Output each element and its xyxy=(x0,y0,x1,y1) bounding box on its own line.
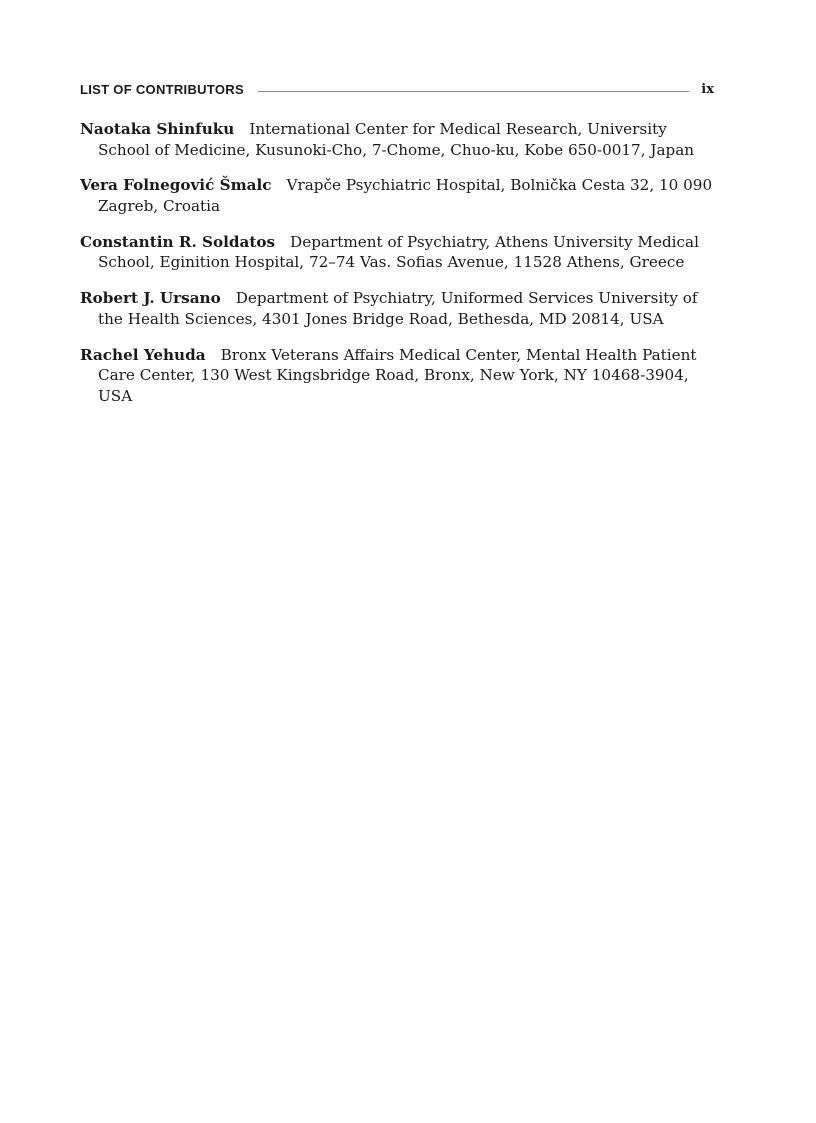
contributor-name: Rachel Yehuda xyxy=(80,345,206,364)
contributor-list xyxy=(80,119,714,406)
running-head xyxy=(80,78,714,100)
contributor-affiliation: Department of Psychiatry, Athens University Medical School, Eginition Hospital, 72–74 Vas. Sofias Avenue, 11528 Athens, Greece xyxy=(98,232,699,272)
contributor-affiliation: Vrapče Psychiatric Hospital, Bolnička Cesta 32, 10 090 Zagreb, Croatia xyxy=(98,176,713,215)
page xyxy=(80,78,714,416)
section-title: LIST OF CONTRIBUTORS xyxy=(80,81,244,97)
contributor-entry xyxy=(80,232,714,273)
contributor-name: Robert J. Ursano xyxy=(80,289,221,308)
contributor-entry xyxy=(80,175,714,216)
contributor-entry xyxy=(80,345,714,407)
contributor-entry xyxy=(80,288,714,329)
contributor-affiliation: Department of Psychiatry, Uniformed Services University of the Health Sciences, 4301 Jones Bridge Road, Bethesda, MD 20814, USA xyxy=(98,289,698,328)
contributor-name: Vera Folnegović Šmalc xyxy=(80,176,272,195)
contributor-affiliation: International Center for Medical Research, University School of Medicine, Kusunoki-Cho, 7-Chome, Chuo-ku, Kobe 650-0017, Japan xyxy=(98,120,695,159)
contributor-affiliation: Bronx Veterans Affairs Medical Center, Mental Health Patient Care Center, 130 West Kingsbridge Road, Bronx, New York, NY 10468-3904, USA xyxy=(98,345,697,405)
contributor-entry xyxy=(80,119,714,160)
page-number: ix xyxy=(701,81,714,97)
contributor-name: Constantin R. Soldatos xyxy=(80,232,276,251)
header-rule xyxy=(258,91,689,92)
contributor-name: Naotaka Shinfuku xyxy=(80,120,235,138)
